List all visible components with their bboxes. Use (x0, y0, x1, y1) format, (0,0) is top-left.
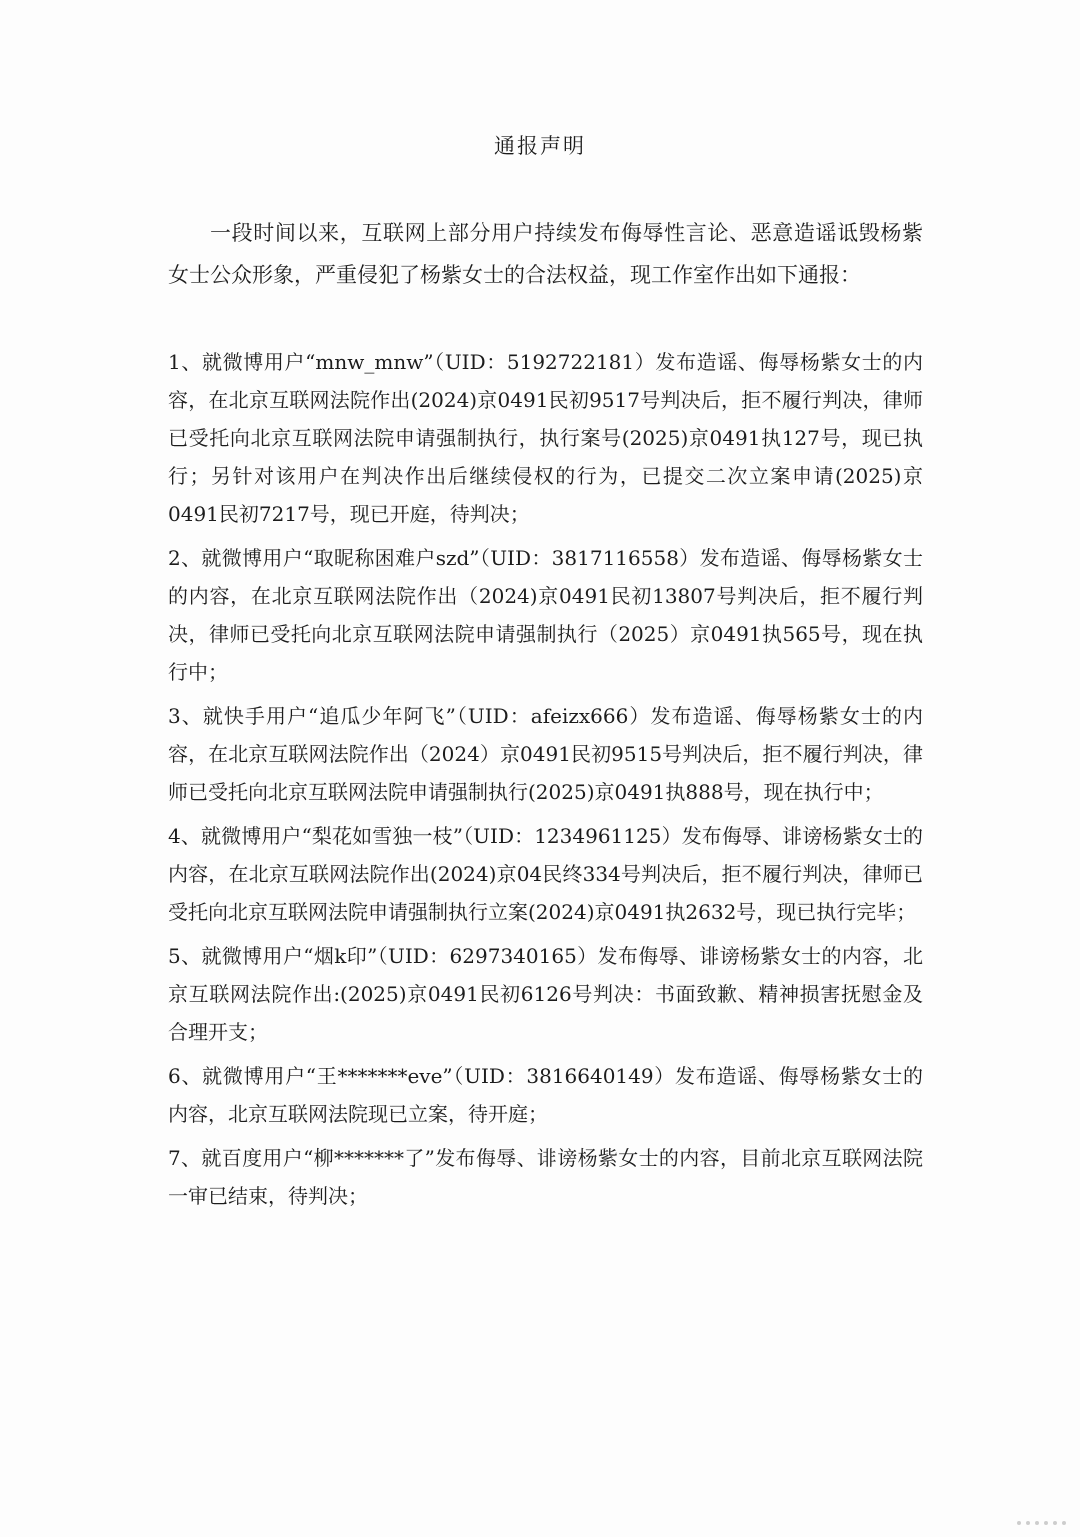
notice-items-list (168, 343, 923, 1221)
notice-item-3: 3、就快手用户“追瓜少年阿飞”（UID：afeizx666）发布造谣、侮辱杨紫女士的内容，在北京互联网法院作出（2024）京0491民初9515号判决后，拒不履行判决，律师已受托向北京互联网法院申请强制执行(2025)京0491执888号，现在执行中； (168, 704, 923, 804)
notice-item-6: 6、就微博用户“王*******eve”（UID：3816640149）发布造谣、侮辱杨紫女士的内容，北京互联网法院现已立案，待开庭； (168, 1064, 923, 1126)
notice-item-7: 7、就百度用户“柳*******了”发布侮辱、诽谤杨紫女士的内容，目前北京互联网法院一审已结束，待判决； (168, 1146, 923, 1208)
intro-paragraph: 一段时间以来，互联网上部分用户持续发布侮辱性言论、恶意造谣诋毁杨紫女士公众形象，严重侵犯了杨紫女士的合法权益，现工作室作出如下通报： (168, 221, 923, 287)
more-dots-icon (1017, 1521, 1066, 1525)
notice-item-4: 4、就微博用户“梨花如雪独一枝”（UID：1234961125）发布侮辱、诽谤杨紫女士的内容，在北京互联网法院作出(2024)京04民终334号判决后，拒不履行判决，律师已受托向北京互联网法院申请强制执行立案(2024)京0491执2632号，现已执行完毕； (168, 824, 923, 924)
notice-item-1: 1、就微博用户“mnw_mnw”（UID：5192722181）发布造谣、侮辱杨紫女士的内容，在北京互联网法院作出(2024)京0491民初9517号判决后，拒不履行判决，律师已受托向北京互联网法院申请强制执行，执行案号(2025)京0491执127号，现已执行；另针对该用户在判决作出后继续侵权的行为，已提交二次立案申请(2025)京0491民初7217号，现已开庭，待判决； (168, 350, 923, 526)
notice-item-5: 5、就微博用户“烟k印”（UID：6297340165）发布侮辱、诽谤杨紫女士的内容，北京互联网法院作出:(2025)京0491民初6126号判决：书面致歉、精神损害抚慰金及合理开支； (168, 944, 923, 1044)
notice-item-2: 2、就微博用户“取昵称困难户szd”（UID：3817116558）发布造谣、侮辱杨紫女士的内容，在北京互联网法院作出（2024)京0491民初13807号判决后，拒不履行判决，律师已受托向北京互联网法院申请强制执行（2025）京0491执565号，现在执行中； (168, 546, 923, 684)
document-title: 通报声明 (494, 134, 586, 158)
